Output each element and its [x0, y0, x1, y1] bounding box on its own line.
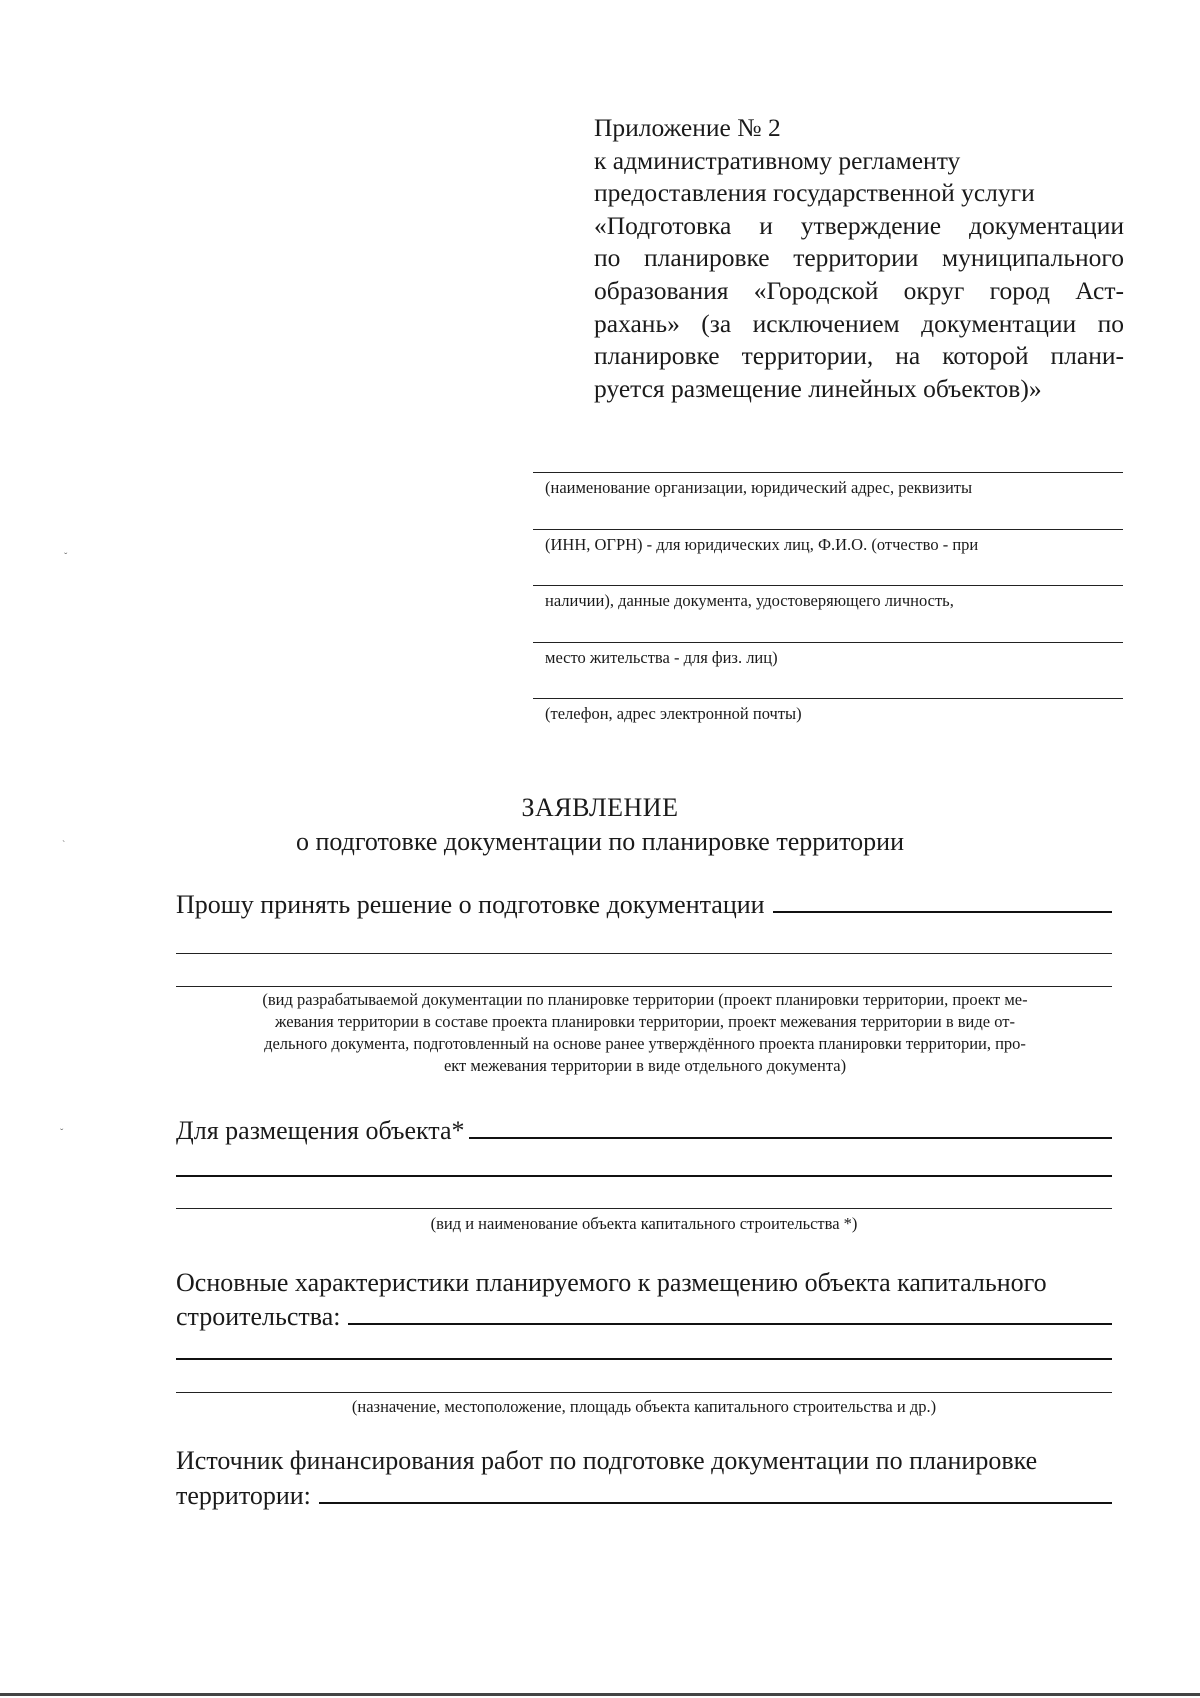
scan-speck: ˇ — [60, 1128, 64, 1139]
appendix-line: рахань» (за исключением документации по — [594, 308, 1124, 338]
fill-line — [533, 698, 1123, 699]
scan-speck: ˇ — [64, 552, 68, 563]
request-caption — [170, 989, 1120, 1077]
document-title: ЗАЯВЛЕНИЕ — [521, 793, 679, 822]
object-caption: (вид и наименование объекта капитального строительства *) — [430, 1214, 858, 1233]
applicant-block — [533, 472, 1123, 755]
caption-line: (вид разрабатываемой документации по планировке территории (проект планировки территории, проект ме- — [262, 990, 1028, 1009]
request-fill-line-3[interactable] — [176, 986, 1112, 987]
caption-line: жевания территории в составе проекта планировки территории, проект межевания территории в виде от- — [275, 1012, 1015, 1031]
field-caption: (наименование организации, юридический адрес, реквизиты — [545, 478, 973, 497]
applicant-field[interactable] — [533, 585, 1123, 642]
document-subtitle: о подготовке документации по планировке территории — [295, 827, 905, 856]
financing-fill-line[interactable] — [319, 1501, 1112, 1504]
appendix-line: руется размещение линейных объектов)» — [594, 373, 1042, 403]
caption-line: дельного документа, подготовленный на основе ранее утверждённого проекта планировки территории, про- — [264, 1034, 1026, 1053]
fill-line — [533, 529, 1123, 530]
request-row — [176, 890, 1112, 920]
financing-row — [176, 1481, 1112, 1511]
field-caption: (телефон, адрес электронной почты) — [545, 704, 802, 723]
fill-line — [533, 472, 1123, 473]
object-fill-line[interactable] — [469, 1136, 1112, 1139]
appendix-line: образования «Городской округ город Аст- — [594, 275, 1124, 305]
appendix-line: планировке территории, на которой плани- — [594, 341, 1124, 371]
appendix-header — [594, 112, 1124, 405]
applicant-field[interactable] — [533, 642, 1123, 699]
request-text: Прошу принять решение о подготовке документации — [176, 890, 765, 919]
field-caption: место жительства - для физ. лиц) — [545, 647, 778, 667]
object-row — [176, 1116, 1112, 1146]
field-caption: (ИНН, ОГРН) - для юридических лиц, Ф.И.О. (отчество - при — [545, 534, 979, 554]
appendix-line: Приложение № 2 — [594, 113, 781, 142]
characteristics-fill-line-2[interactable] — [176, 1358, 1112, 1360]
caption-line: ект межевания территории в виде отдельного документа) — [443, 1056, 847, 1075]
field-caption: наличии), данные документа, удостоверяющего личность, — [545, 591, 954, 610]
fill-line — [533, 585, 1123, 586]
appendix-line: по планировке территории муниципального — [594, 243, 1124, 273]
financing-text: Источник финансирования работ по подготовке документации по планировке — [176, 1446, 1038, 1475]
object-fill-line-3[interactable] — [176, 1208, 1112, 1209]
request-fill-line[interactable] — [773, 910, 1112, 913]
characteristics-text: Основные характеристики планируемого к размещению объекта капитального — [176, 1268, 1047, 1297]
scan-speck: ˋ — [62, 840, 66, 851]
appendix-line: предоставления государственной услуги — [594, 178, 1035, 208]
applicant-field[interactable] — [533, 529, 1123, 586]
characteristics-fill-line-3[interactable] — [176, 1392, 1112, 1393]
characteristics-caption: (назначение, местоположение, площадь объекта капитального строительства и др.) — [351, 1397, 937, 1416]
financing-label: территории: — [176, 1481, 311, 1510]
fill-line — [533, 642, 1123, 643]
applicant-field[interactable] — [533, 698, 1123, 755]
applicant-field[interactable] — [533, 472, 1123, 529]
scan-bottom-edge — [0, 1693, 1200, 1696]
appendix-line: к административному регламенту — [594, 145, 961, 175]
object-text: Для размещения объекта* — [176, 1116, 465, 1145]
characteristics-fill-line[interactable] — [348, 1322, 1112, 1325]
characteristics-label: строительства: — [176, 1302, 341, 1331]
object-fill-line-2[interactable] — [176, 1175, 1112, 1177]
characteristics-row — [176, 1302, 1112, 1332]
appendix-line: «Подготовка и утверждение документации — [594, 210, 1124, 240]
request-fill-line-2[interactable] — [176, 953, 1112, 954]
